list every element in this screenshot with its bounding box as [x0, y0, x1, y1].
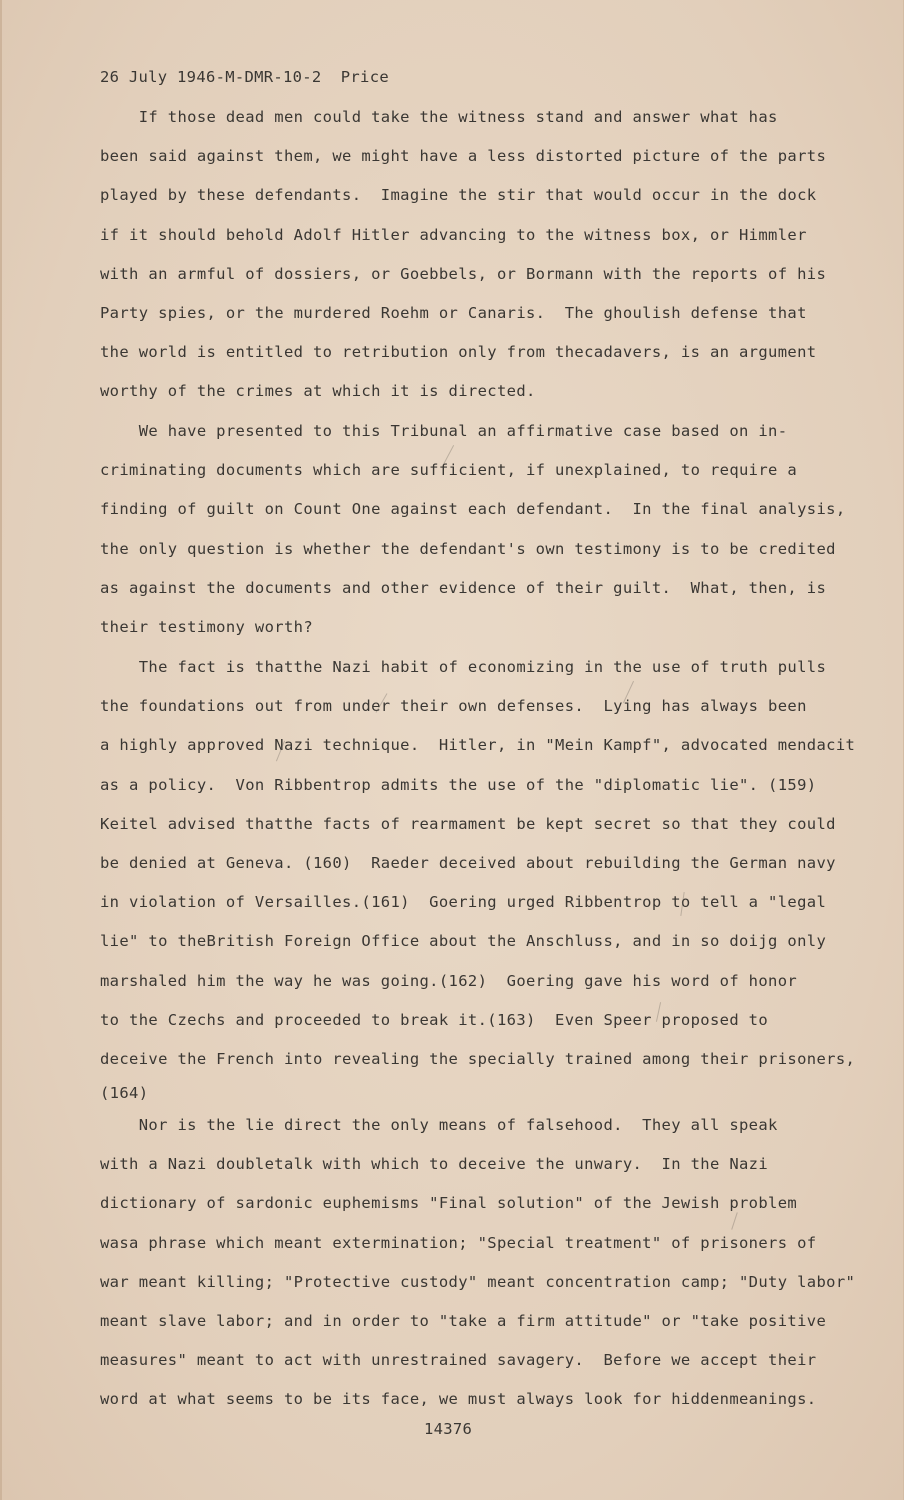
text-line: been said against them, we might have a less distorted picture of the parts: [100, 147, 827, 166]
text-line: finding of guilt on Count One against each defendant. In the final analysis,: [100, 500, 846, 519]
text-line: as a policy. Von Ribbentrop admits the use of the "diplomatic lie". (159): [100, 775, 817, 794]
text-line: the foundations out from under their own defenses. Lying has always been: [100, 697, 807, 716]
text-line: in violation of Versailles.(161) Goering urged Ribbentrop to tell a "legal: [100, 893, 827, 912]
text-line: (164): [100, 1084, 149, 1103]
text-line: wasa phrase which meant extermination; "Special treatment" of prisoners of: [100, 1233, 817, 1252]
text-line: deceive the French into revealing the specially trained among their prisoners,: [100, 1049, 856, 1068]
text-line: with an armful of dossiers, or Goebbels, or Bormann with the reports of his: [100, 264, 827, 283]
text-line: be denied at Geneva. (160) Raeder deceived about rebuilding the German navy: [100, 853, 836, 872]
page-number: 14376: [424, 1420, 473, 1438]
text-line: marshaled him the way he was going.(162) Goering gave his word of honor: [100, 971, 798, 990]
text-line: their testimony worth?: [100, 617, 313, 636]
text-line: the only question is whether the defendant's own testimony is to be credited: [100, 539, 836, 558]
text-line: dictionary of sardonic euphemisms "Final solution" of the Jewish problem: [100, 1194, 798, 1213]
text-line: Nor is the lie direct the only means of falsehood. They all speak: [100, 1116, 778, 1134]
text-line: meant slave labor; and in order to "take a firm attitude" or "take positive: [100, 1311, 827, 1330]
text-line: If those dead men could take the witness stand and answer what has: [100, 108, 778, 126]
text-line: with a Nazi doubletalk with which to deceive the unwary. In the Nazi: [100, 1155, 769, 1174]
text-line: if it should behold Adolf Hitler advancing to the witness box, or Himmler: [100, 225, 807, 244]
text-line: as against the documents and other evidence of their guilt. What, then, is: [100, 578, 827, 597]
text-line: war meant killing; "Protective custody" meant concentration camp; "Duty labor": [100, 1272, 856, 1291]
text-line: measures" meant to act with unrestrained savagery. Before we accept their: [100, 1351, 817, 1370]
paragraph: [100, 412, 860, 647]
text-line: word at what seems to be its face, we must always look for hiddenmeanings.: [100, 1390, 817, 1409]
text-line: played by these defendants. Imagine the stir that would occur in the dock: [100, 186, 817, 205]
text-line: a highly approved Nazi technique. Hitler, in "Mein Kampf", advocated mendacit: [100, 736, 856, 755]
text-line: criminating documents which are sufficient, if unexplained, to require a: [100, 461, 798, 480]
text-line: We have presented to this Tribunal an affirmative case based on in-: [100, 422, 788, 440]
paragraph: [100, 648, 860, 1113]
text-line: lie" to theBritish Foreign Office about the Anschluss, and in so doijg only: [100, 932, 827, 951]
text-line: The fact is thatthe Nazi habit of economizing in the use of truth pulls: [100, 658, 827, 676]
text-line: to the Czechs and proceeded to break it.(163) Even Speer proposed to: [100, 1010, 769, 1029]
text-line: Keitel advised thatthe facts of rearmament be kept secret so that they could: [100, 814, 836, 833]
text-line: worthy of the crimes at which it is directed.: [100, 382, 536, 401]
paragraph: [100, 1106, 860, 1420]
document-header: 26 July 1946-M-DMR-10-2 Price: [100, 68, 389, 86]
paragraph: [100, 98, 860, 412]
text-line: Party spies, or the murdered Roehm or Canaris. The ghoulish defense that: [100, 303, 807, 322]
text-line: the world is entitled to retribution only from thecadavers, is an argument: [100, 343, 817, 362]
